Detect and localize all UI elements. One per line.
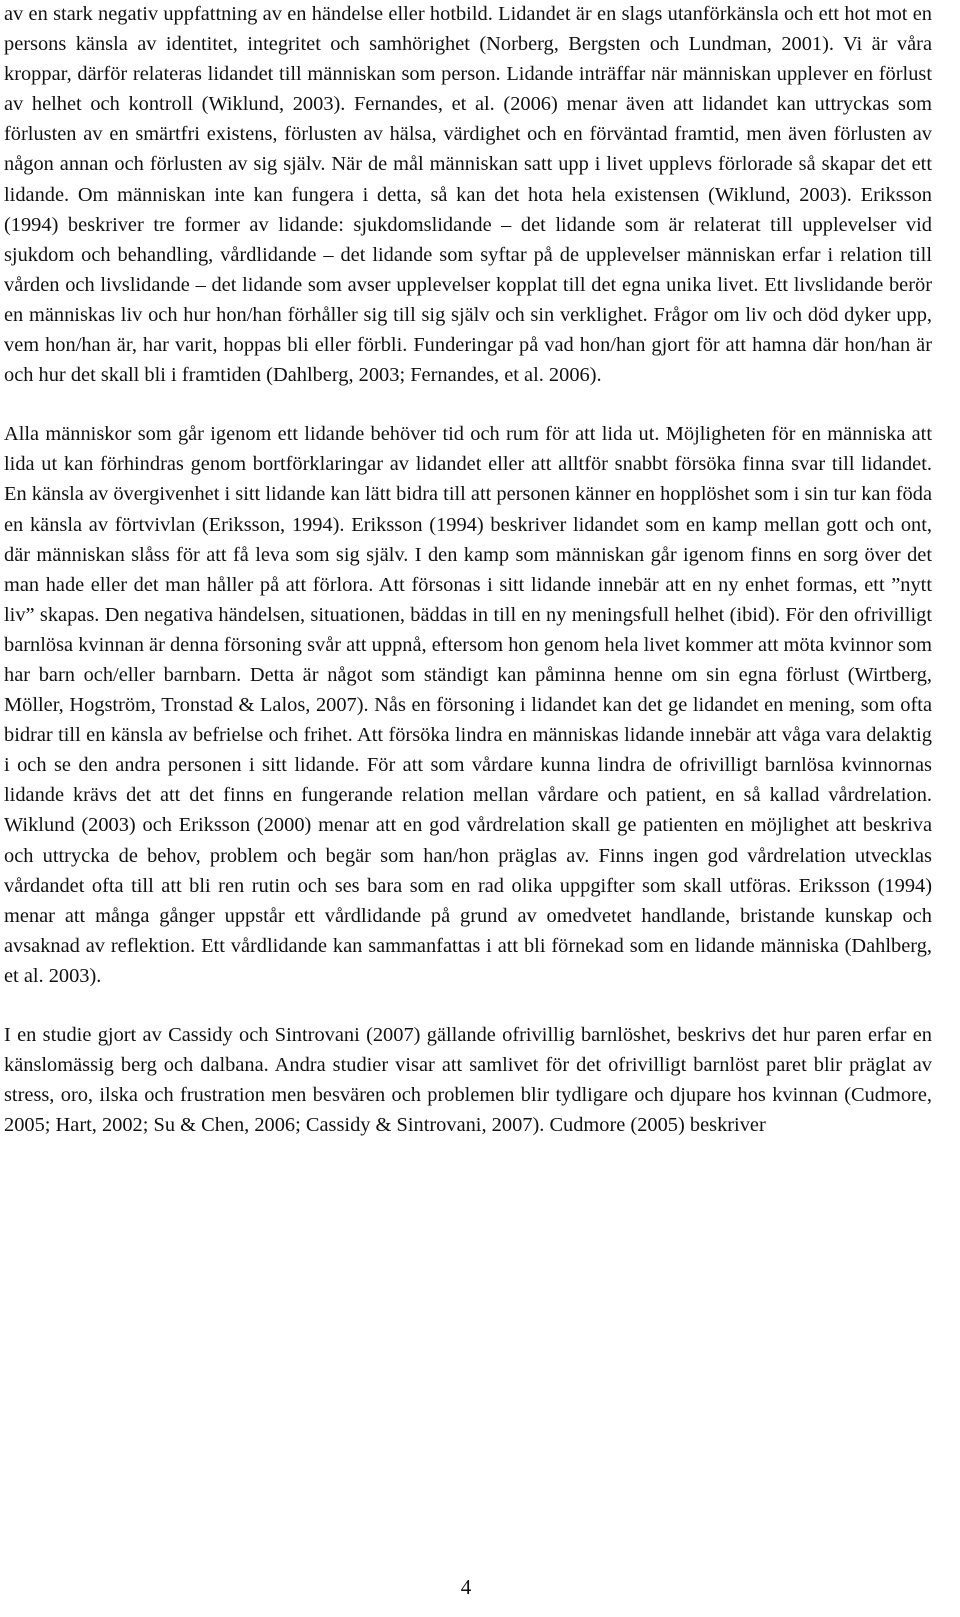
body-paragraph-2: Alla människor som går igenom ett lidande behöver tid och rum för att lida ut. Möjligheten för en människa att lida ut kan förhindras genom bortförklaringar av lidandet eller att alltför snabbt försöka finna svar till lidandet. En känsla av övergivenhet i sitt lidande kan lätt bidra till att personen känner en hopplöshet som i sin tur kan föda en känsla av förtvivlan (Eriksson, 1994). Eriksson (1994) beskriver lidandet som en kamp mellan gott och ont, där människan slåss för att få leva som sig själv. I den kamp som människan går igenom finns en sorg över det man hade eller det man håller på att förlora. Att försonas i sitt lidande innebär att en ny enhet formas, ett ”nytt liv” skapas. Den negativa händelsen, situationen, bäddas in till en ny meningsfull helhet (ibid). För den ofrivilligt barnlösa kvinnan är denna försoning svår att uppnå, eftersom hon genom hela livet kommer att möta kvinnor som har barn och/eller barnbarn. Detta är något som ständigt kan påminna henne om sin egna förlust (Wirtberg, Möller, Hogström, Tronstad & Lalos, 2007). Nås en försoning i lidandet kan det ge lidandet en mening, som ofta bidrar till en känsla av befrielse och frihet. Att försöka lindra en människas lidande innebär att våga vara delaktig i och se den andra personen i sitt lidande. För att som vårdare kunna lindra de ofrivilligt barnlösa kvinnornas lidande krävs det att det finns en fungerande relation mellan vårdare och patient, en så kallad vårdrelation. Wiklund (2003) och Eriksson (2000) menar att en god vårdrelation skall ge patienten en möjlighet att beskriva och uttrycka de behov, problem och begär som han/hon präglas av. Finns ingen god vårdrelation utvecklas vårdandet ofta till att bli ren rutin och ses bara som en rad olika uppgifter som skall utföras. Eriksson (1994) menar att många gånger uppstår ett vårdlidande på grund av omedvetet handlande, bristande kunskap och avsaknad av reflektion. Ett vårdlidande kan sammanfattas i att bli förnekad som en lidande människa (Dahlberg, et al. 2003).	[4, 423, 932, 987]
body-paragraph-1: av en stark negativ uppfattning av en händelse eller hotbild. Lidandet är en slags utanförkänsla och ett hot mot en persons känsla av identitet, integritet och samhörighet (Norberg, Bergsten och Lundman, 2001). Vi är våra kroppar, därför relateras lidandet till människan som person. Lidande inträffar när människan upplever en förlust av helhet och kontroll (Wiklund, 2003). Fernandes, et al. (2006) menar även att lidandet kan uttryckas som förlusten av en smärtfri existens, förlusten av hälsa, värdighet och en förväntad framtid, men även förlusten av någon annan och förlusten av sig själv. När de mål människan satt upp i livet upplevs förlorade så skapar det ett lidande. Om människan inte kan fungera i detta, så kan det hota hela existensen (Wiklund, 2003). Eriksson (1994) beskriver tre former av lidande: sjukdomslidande – det lidande som är relaterat till upplevelser vid sjukdom och behandling, vårdlidande – det lidande som syftar på de upplevelser människan erfar i relation till vården och livslidande – det lidande som avser upplevelser kopplat till det egna unika livet. Ett livslidande berör en människas liv och hur hon/han förhåller sig till sig själv och sin verklighet. Frågor om liv och död dyker upp, vem hon/han är, har varit, hoppas bli eller förbli. Funderingar på vad hon/han gjort för att hamna där hon/han är och hur det skall bli i framtiden (Dahlberg, 2003; Fernandes, et al. 2006).	[4, 3, 932, 387]
document-page	[4, 0, 932, 1140]
body-paragraph-3: I en studie gjort av Cassidy och Sintrovani (2007) gällande ofrivillig barnlöshet, beskrivs det hur paren erfar en känslomässig berg och dalbana. Andra studier visar att samlivet för det ofrivilligt barnlöst paret blir präglat av stress, oro, ilska och frustration men besvären och problemen blir tydligare och djupare hos kvinnan (Cudmore, 2005; Hart, 2002; Su & Chen, 2006; Cassidy & Sintrovani, 2007). Cudmore (2005) beskriver	[4, 1024, 932, 1137]
page-number: 4	[460, 1575, 472, 1599]
